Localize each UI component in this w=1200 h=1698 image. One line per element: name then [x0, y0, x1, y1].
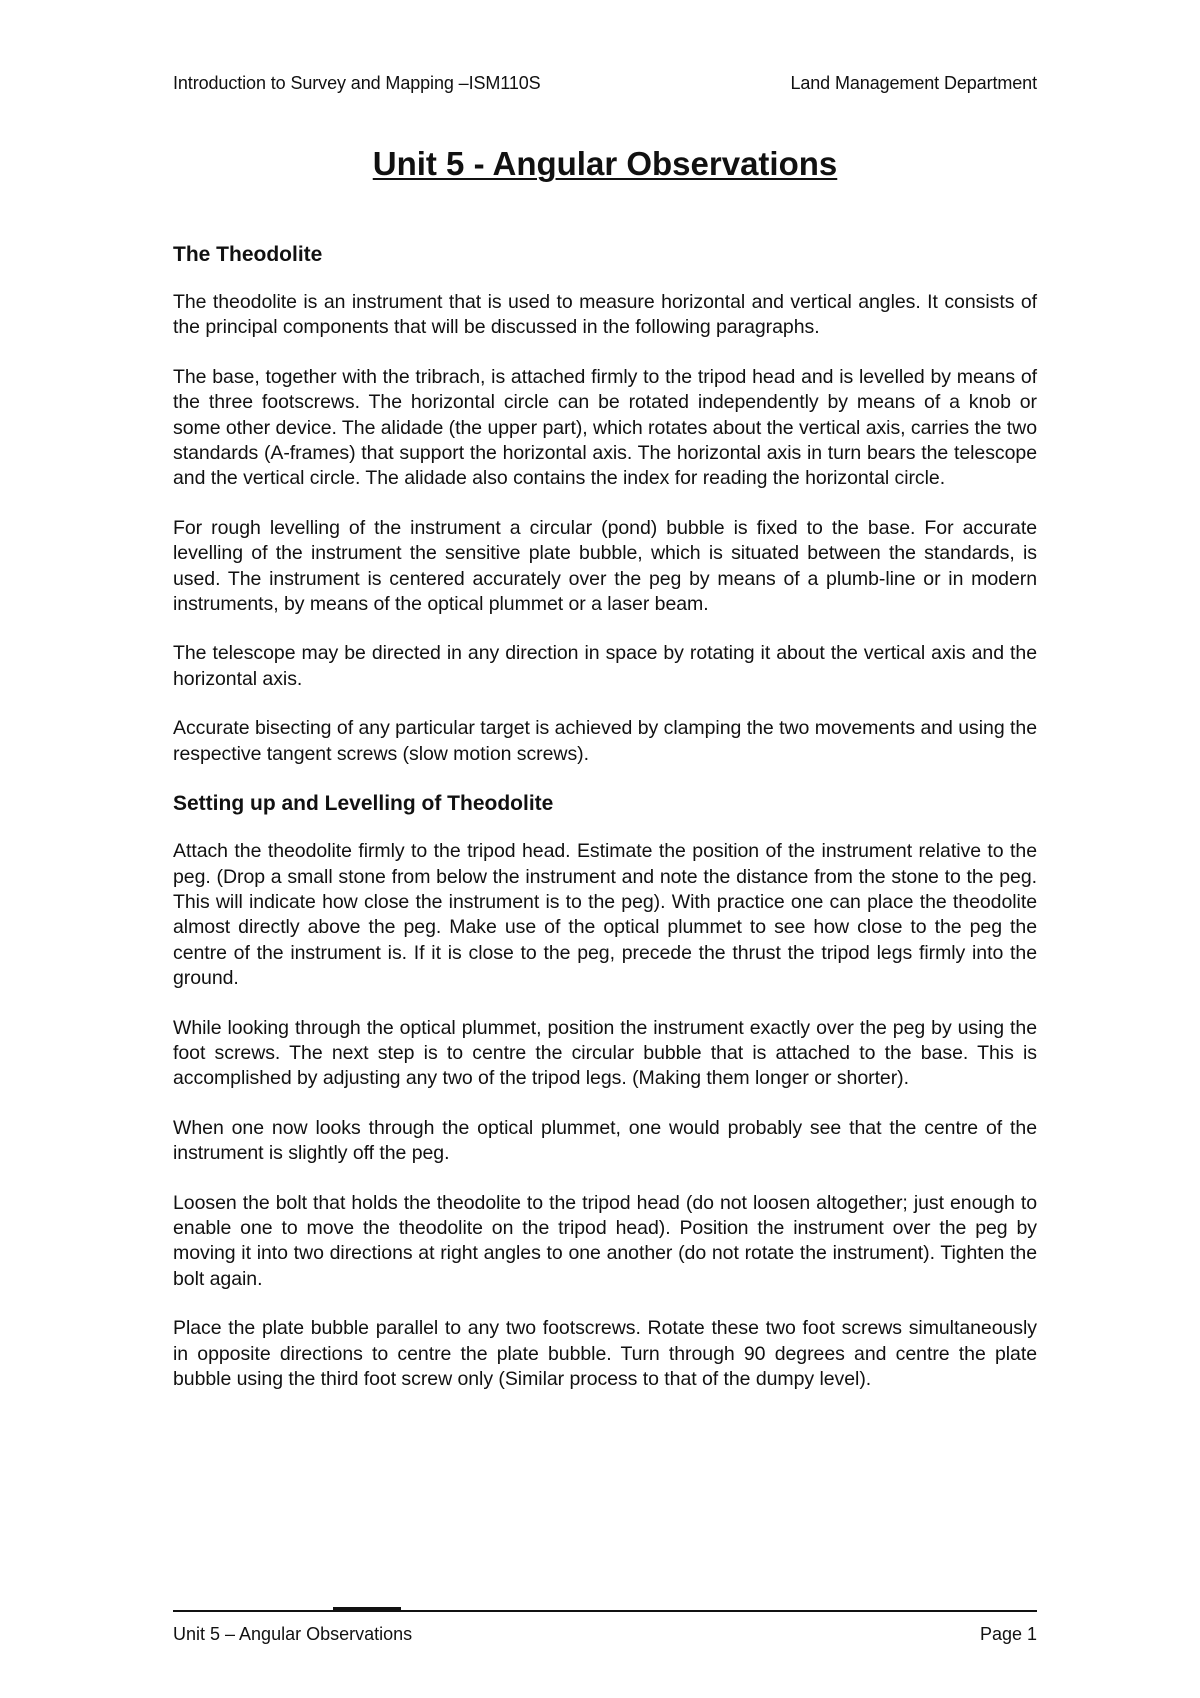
paragraph: For rough levelling of the instrument a circular (pond) bubble is fixed to the base. For accurate levelling of the instrument the sensitive plate bubble, which is situated between the standards, is used. The instrument is centered accurately over the peg by means of a plumb-line or in modern instruments, by means of the optical plummet or a laser beam.: [173, 516, 1037, 616]
section-theodolite: [173, 242, 1037, 767]
section-heading: Setting up and Levelling of Theodolite: [173, 792, 554, 816]
running-footer: [173, 1623, 1037, 1645]
paragraph: Place the plate bubble parallel to any two footscrews. Rotate these two foot screws simultaneously in opposite directions to centre the plate bubble. Turn through 90 degrees and centre the plate bubble using the third foot screw only (Similar process to that of the dumpy level).: [173, 1317, 1037, 1390]
paragraph: The base, together with the tribrach, is attached firmly to the tripod head and is levelled by means of the three footscrews. The horizontal circle can be rotated independently by means of a knob or some other device. The alidade (the upper part), which rotates about the vertical axis, carries the two standards (A-frames) that support the horizontal axis. The horizontal axis in turn bears the telescope and the vertical circle. The alidade also contains the index for reading the horizontal circle.: [173, 365, 1037, 490]
document-page: [173, 0, 1037, 1698]
header-department: Land Management Department: [790, 73, 1037, 93]
paragraph: Attach the theodolite firmly to the tripod head. Estimate the position of the instrument relative to the peg. (Drop a small stone from below the instrument and note the distance from the stone to the peg. This will indicate how close the instrument is to the peg). With practice one can place the theodolite almost directly above the peg. Make use of the optical plummet to see how close to the peg the centre of the instrument is. If it is close to the peg, precede the thrust the tripod legs firmly into the ground.: [173, 840, 1037, 990]
paragraph: The telescope may be directed in any direction in space by rotating it about the vertical axis and the horizontal axis.: [173, 642, 1037, 690]
section-heading: The Theodolite: [173, 243, 323, 266]
paragraph: When one now looks through the optical plummet, one would probably see that the centre of the instrument is slightly off the peg.: [173, 1116, 1037, 1165]
paragraph: Accurate bisecting of any particular target is achieved by clamping the two movements and using the respective tangent screws (slow motion screws).: [173, 717, 1037, 765]
page-title: Unit 5 - Angular Observations: [372, 145, 838, 182]
paragraph: The theodolite is an instrument that is used to measure horizontal and vertical angles. It consists of the principal components that will be discussed in the following paragraphs.: [173, 291, 1037, 339]
footer-unit-title: Unit 5 – Angular Observations: [173, 1624, 413, 1644]
section-setting-up: [173, 791, 1037, 1392]
document-body: [173, 242, 1037, 1392]
paragraph: While looking through the optical plummet, position the instrument exactly over the peg by using the foot screws. The next step is to centre the circular bubble that is attached to the base. This is accomplished by adjusting any two of the tripod legs. (Making them longer or shorter).: [173, 1016, 1037, 1090]
page-number: Page 1: [979, 1624, 1037, 1644]
running-header: [173, 72, 1037, 94]
footer-divider: [173, 1610, 1037, 1612]
header-course-title: Introduction to Survey and Mapping –ISM110S: [173, 73, 541, 93]
paragraph: Loosen the bolt that holds the theodolite to the tripod head (do not loosen altogether; just enough to enable one to move the theodolite on the tripod head). Position the instrument over the peg by moving it into two directions at right angles to one another (do not rotate the instrument). Tighten the bolt again.: [173, 1191, 1037, 1290]
